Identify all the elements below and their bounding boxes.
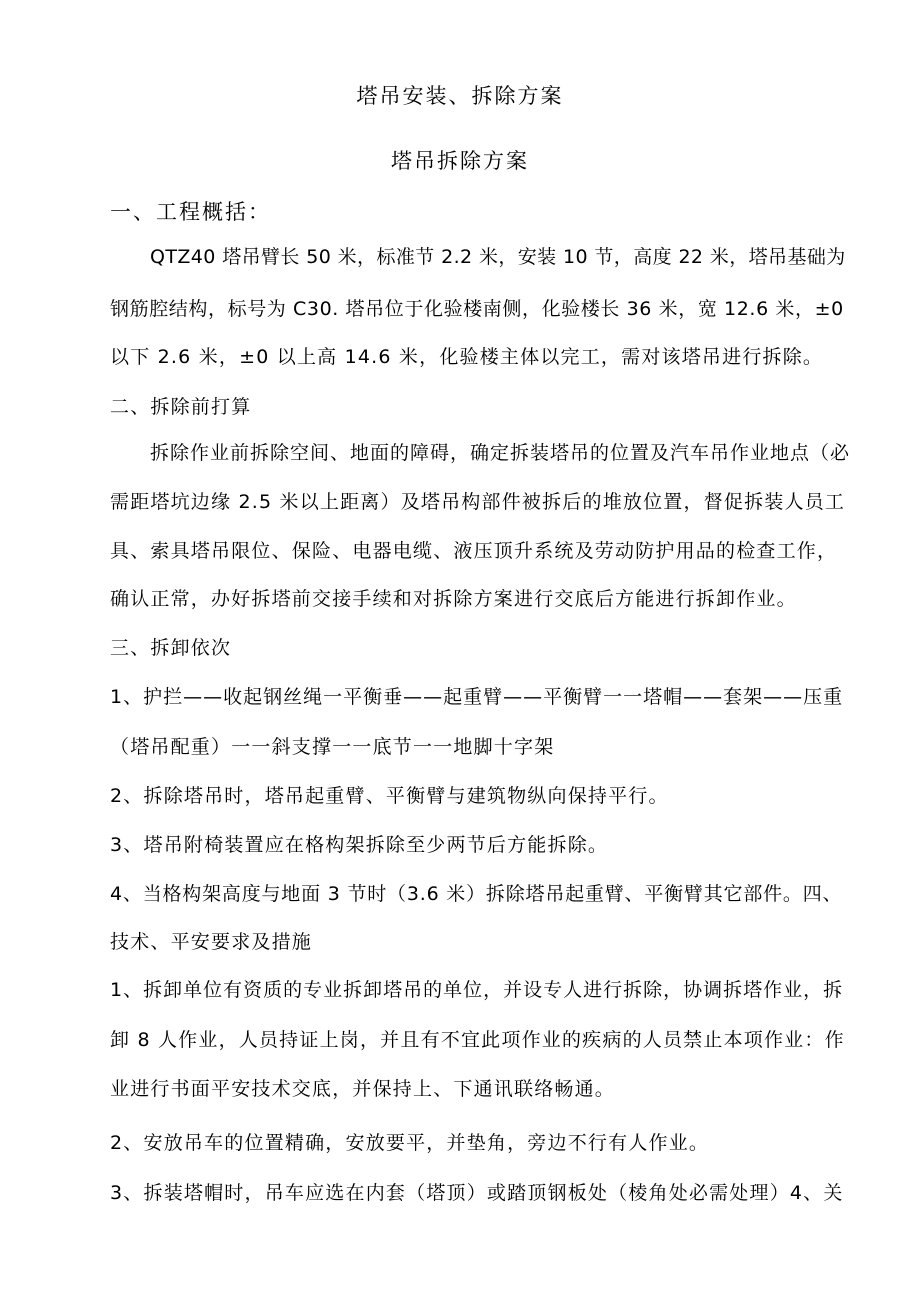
- list-item: 3、拆装塔帽时，吊车应选在内套（塔顶）或踏顶钢板处（棱角处必需处理）4、关: [110, 1182, 844, 1204]
- paragraph-line: 以下 2.6 米，±0 以上高 14.6 米，化验楼主体以完工，需对该塔吊进行拆除。: [110, 346, 824, 368]
- paragraph-line: 具、索具塔吊限位、保险、电器电缆、液压顶升系统及劳动防护用品的检查工作，: [110, 540, 838, 562]
- list-item: 2、拆除塔吊时，塔吊起重臂、平衡臂与建筑物纵向保持平行。: [110, 785, 669, 807]
- list-item-continued: 卸 8 人作业，人员持证上岗，并且有不宜此项作业的疾病的人员禁止本项作业：作: [110, 1029, 845, 1051]
- heading-overview: 一、工程概括：: [110, 200, 271, 224]
- list-item: 3、塔吊附椅装置应在格构架拆除至少两节后方能拆除。: [110, 834, 609, 856]
- paragraph-line: 钢筋腔结构，标号为 C30. 塔吊位于化验楼南侧，化验楼长 36 米，宽 12.6 米，±0: [110, 298, 844, 320]
- paragraph-line: 拆除作业前拆除空间、地面的障碍，确定拆装塔吊的位置及汽车吊作业地点（必: [150, 442, 851, 464]
- heading-sequence: 三、拆卸依次: [110, 637, 232, 659]
- list-item-continued: （塔吊配重）一一斜支撑一一底节一一地脚十字架: [110, 736, 555, 758]
- section-title: 塔吊拆除方案: [391, 149, 529, 173]
- list-item: 1、护拦——收起钢丝绳一平衡垂——起重臂——平衡臂一一塔帽——套架——压重: [110, 686, 844, 708]
- paragraph-line: QTZ40 塔吊臂长 50 米，标准节 2.2 米，安装 10 节，高度 22 米，塔吊基础为: [150, 246, 846, 268]
- list-item-continued: 业进行书面平安技术交底，并保持上、下通讯联络畅通。: [110, 1078, 616, 1100]
- document-title: 塔吊安装、拆除方案: [356, 84, 564, 108]
- heading-preparation: 二、拆除前打算: [110, 396, 252, 418]
- paragraph-line: 确认正常，办好拆塔前交接手续和对拆除方案进行交底后方能进行拆卸作业。: [110, 588, 797, 610]
- list-item: 2、安放吊车的位置精确，安放要平，并垫角，旁边不行有人作业。: [110, 1132, 710, 1154]
- heading-safety: 技术、平安要求及措施: [110, 931, 313, 953]
- list-item: 1、拆卸单位有资质的专业拆卸塔吊的单位，并设专人进行拆除，协调拆塔作业，拆: [110, 979, 844, 1001]
- list-item: 4、当格构架高度与地面 3 节时（3.6 米）拆除塔吊起重臂、平衡臂其它部件。四、: [110, 883, 843, 905]
- paragraph-line: 需距塔坑边缘 2.5 米以上距离）及塔吊构部件被拆后的堆放位置，督促拆装人员工: [110, 491, 846, 513]
